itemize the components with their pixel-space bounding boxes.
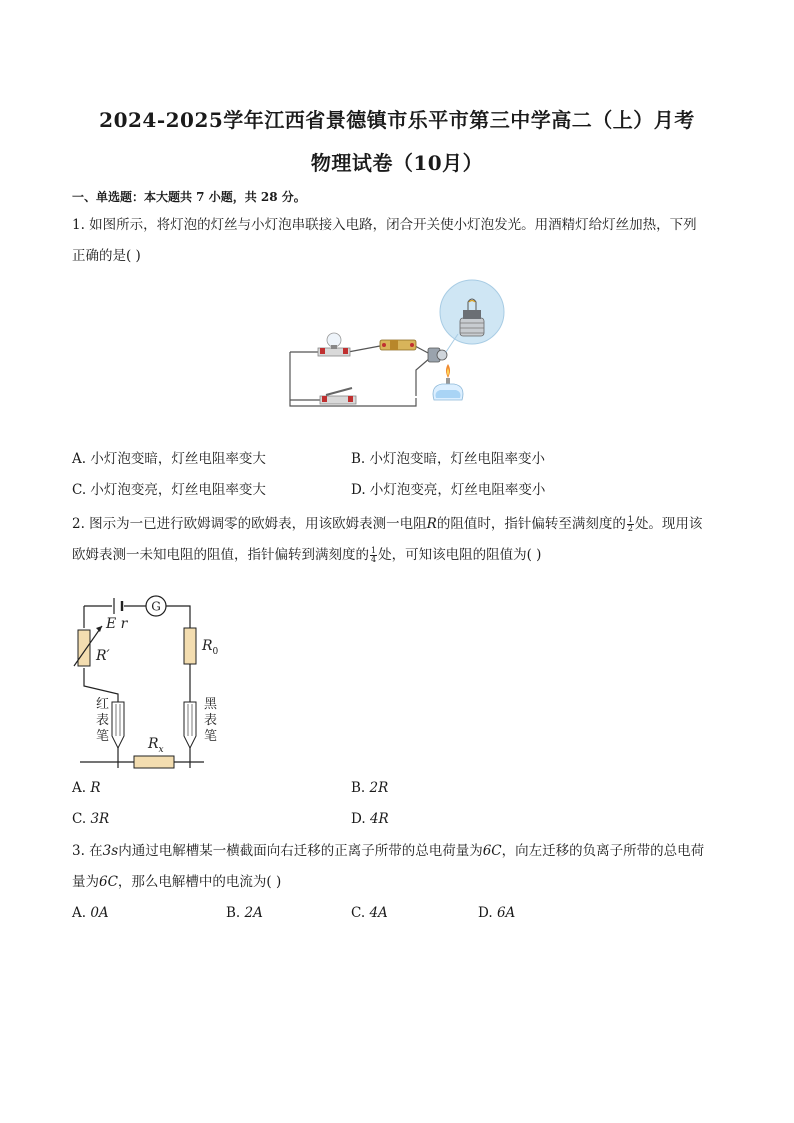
charge-value: 6C [99,874,118,890]
question-1 [72,210,724,272]
question-3-line2 [72,867,724,898]
question-1-circuit-figure [280,278,520,418]
question-3-option-b[interactable] [226,905,263,921]
question-3-text: ，那么电解槽中的电流为( ) [117,874,282,890]
resistor-rx-symbol [134,756,174,768]
resistor-r0-symbol [184,628,196,664]
circuit-wire [416,358,430,396]
red-probe-label-3: 笔 [96,729,110,744]
resistor-rx-label [147,736,164,755]
question-3-text: 量为 [72,874,99,890]
question-2-option-a[interactable] [72,780,101,796]
question-3 [72,836,724,898]
battery-icon [380,340,416,350]
option-value: 4R [369,811,389,827]
fraction-denominator: 4 [371,555,377,564]
galvanometer-symbol [146,596,166,616]
question-2-option-b[interactable] [351,780,388,796]
question-2 [72,509,724,571]
question-1-line1: 1. 如图所示，将灯泡的灯丝与小灯泡串联接入电路，闭合开关使小灯泡发光。用酒精灯给灯丝加热，下列 [72,217,697,233]
red-probe-label-1: 红 [96,697,110,712]
option-letter: D. [478,905,493,921]
option-value: 0A [90,905,109,921]
option-letter: D. [351,811,366,827]
time-value: 3s [102,843,119,859]
battery-symbol [114,598,122,614]
question-1-line2: 正确的是( ) [72,248,141,264]
option-letter: A. [72,905,87,921]
resistor-r0-label [201,638,219,657]
question-3-text: 3. 在 [72,843,103,859]
rheostat-label: R′ [96,648,110,664]
question-3-text: ，向左迁移的负离子所带的总电荷 [501,843,705,859]
section-heading: 一、单选题：本大题共 7 小题，共 28 分。 [72,190,306,204]
question-2-ohmmeter-figure [72,590,232,770]
option-value: 3R [90,811,110,827]
page-title-line1: 2024-2025学年江西省景德镇市乐平市第三中学高二（上）月考 [99,108,695,132]
resistor-rx-label-sub: x [158,745,164,755]
option-letter: A. [72,780,87,796]
option-value: 4A [369,905,388,921]
knife-switch-icon [320,388,356,404]
red-probe-label-2: 表 [96,713,110,728]
question-3-option-a[interactable] [72,905,109,921]
option-value: 2R [369,780,389,796]
question-3-line1 [72,836,724,867]
fraction-numerator: 1 [627,515,633,524]
question-2-line2 [72,540,724,571]
charge-value: 6C [482,843,502,859]
option-letter: B. [351,780,366,796]
question-1-option-b[interactable]: B. 小灯泡变暗，灯丝电阻率变小 [351,451,546,467]
lamp-socket-icon [428,348,447,362]
fraction-denominator: 2 [627,524,633,533]
option-letter: C. [72,811,87,827]
circuit-wire [348,346,380,352]
fraction-numerator: 1 [371,546,377,555]
red-probe-icon [112,702,124,748]
question-2-option-c[interactable] [72,811,109,827]
question-3-option-c[interactable] [351,905,388,921]
question-2-text: 的阻值时，指针偏转至满刻度的 [436,516,626,532]
option-value: 6A [496,905,516,921]
alcohol-lamp-icon [433,364,463,400]
question-3-text: 内通过电解槽某一横截面向右迁移的正离子所带的总电荷量为 [118,843,483,859]
magnified-filament-icon [440,280,504,352]
black-probe-label-1: 黑 [204,697,218,712]
resistor-r0-label-main: R [202,638,213,654]
question-1-option-a[interactable]: A. 小灯泡变暗，灯丝电阻率变大 [72,451,266,467]
option-value: 2A [244,905,263,921]
black-probe-icon [184,702,196,748]
question-1-option-c[interactable]: C. 小灯泡变亮，灯丝电阻率变大 [72,482,266,498]
black-probe-label-2: 表 [204,713,218,728]
galvanometer-label: G [151,599,161,614]
question-2-line1 [72,509,724,540]
resistor-r0-label-sub: 0 [212,647,219,657]
fraction-one-half [627,516,634,533]
question-2-text: 处。现用该 [634,516,703,532]
small-bulb-icon [318,333,350,356]
option-letter: B. [226,905,241,921]
question-1-option-d[interactable]: D. 小灯泡变亮，灯丝电阻率变小 [351,482,546,498]
page-title-line2: 物理试卷（10月） [310,151,484,175]
question-2-option-d[interactable] [351,811,389,827]
variable-r: R [426,516,437,532]
question-2-text: 处，可知该电阻的阻值为( ) [378,547,542,563]
fraction-one-quarter [370,547,377,564]
option-letter: C. [351,905,366,921]
option-value: R [90,780,101,796]
question-2-text: 2. 图示为一已进行欧姆调零的欧姆表，用该欧姆表测一电阻 [72,516,427,532]
question-3-option-d[interactable] [478,905,515,921]
black-probe-label-3: 笔 [204,729,218,744]
question-2-text: 欧姆表测一未知电阻的阻值，指针偏转到满刻度的 [72,547,369,563]
battery-label: E r [106,616,128,632]
resistor-rx-label-main: R [148,736,159,752]
